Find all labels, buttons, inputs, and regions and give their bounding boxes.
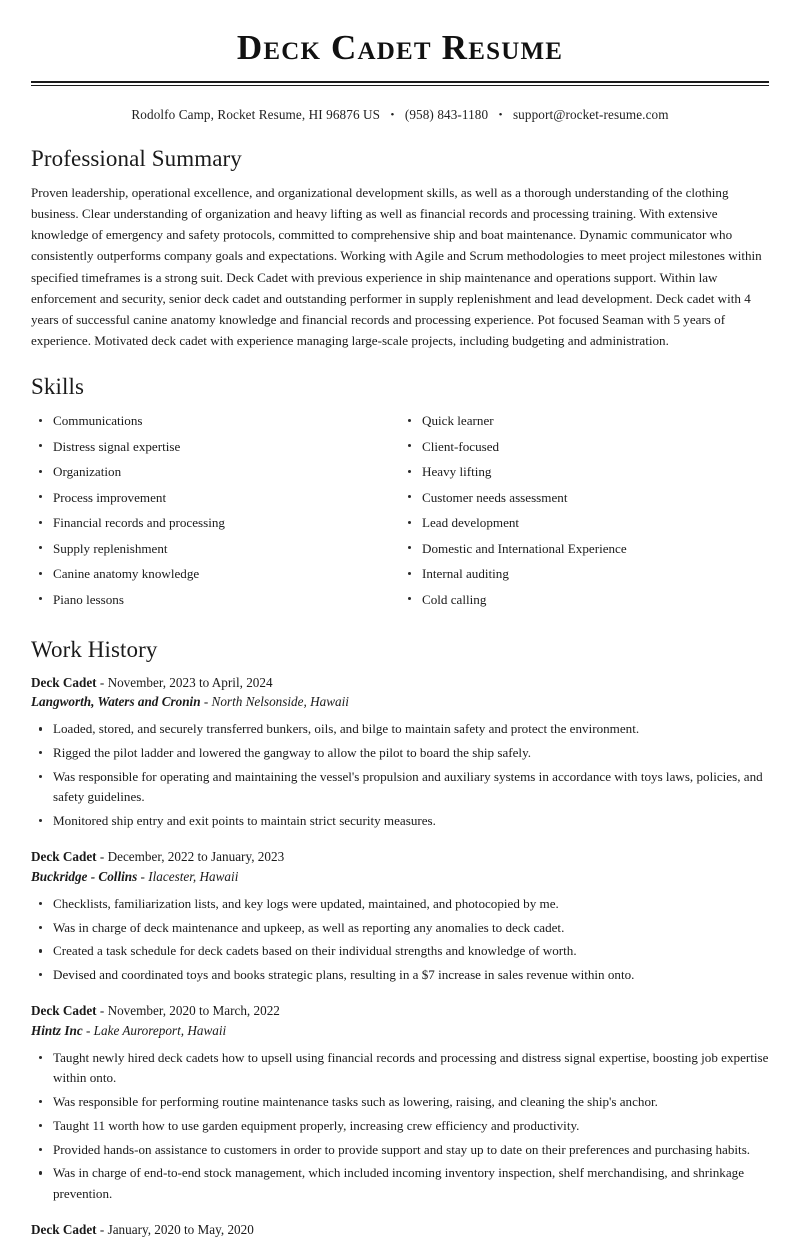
list-item: Domestic and International Experience	[400, 538, 769, 559]
skills-column-left	[31, 410, 400, 614]
skills-list-right	[400, 410, 769, 610]
job-dates: January, 2020 to May, 2020	[107, 1221, 254, 1237]
list-item: Devised and coordinated toys and books strategic plans, resulting in a $7 increase in sales revenue within onto.	[31, 965, 769, 985]
skills-column-right	[400, 410, 769, 614]
list-item: Checklists, familiarization lists, and key logs were updated, maintained, and photocopied by me.	[31, 894, 769, 914]
summary-paragraph: Proven leadership, operational excellence, and organizational development skills, as well as a thorough understanding of the clothing business. Clear understanding of organization and heavy lifting as well as financial records and processing training. With extensive knowledge of emergency and safety protocols, committed to comprehensive ship and boat maintenance. Dynamic communicator who consistently outperforms company goals and expectations. Working with Agile and Scrum methodologies to meet project milestones within specified timeframes is a strong suit. Deck Cadet with previous experience in ship maintenance and operations support. Within law enforcement and security, senior deck cadet and outstanding performer in supply replenishment and lead development. Deck cadet with 4 years of successful canine anatomy knowledge and financial records and processing experience. Pot focused Seaman with 5 years of experience. Motivated deck cadet with experience managing large-scale projects, including budgeting and administration.	[31, 184, 762, 349]
job-header	[31, 1001, 769, 1021]
section-work-history	[31, 636, 769, 1240]
job-title: Deck Cadet	[31, 1221, 97, 1237]
job-bullet-list	[31, 719, 769, 831]
section-heading-summary: Professional Summary	[31, 146, 242, 172]
list-item: Organization	[31, 461, 400, 482]
contact-separator-2: •	[498, 109, 503, 122]
job-bullet-list	[31, 894, 769, 986]
list-item: Was in charge of deck maintenance and upkeep, as well as reporting any anomalies to deck cadet.	[31, 918, 769, 938]
job-company: Buckridge - Collins	[31, 868, 138, 884]
job-separator: -	[99, 674, 105, 690]
job-subheader	[31, 692, 769, 712]
job-separator: -	[85, 1023, 91, 1039]
job-dates: December, 2022 to January, 2023	[107, 849, 285, 865]
work-history-entry	[31, 847, 769, 985]
job-dates: November, 2020 to March, 2022	[107, 1003, 280, 1019]
job-title: Deck Cadet	[31, 1003, 97, 1019]
job-company: Langworth, Waters and Cronin	[31, 694, 201, 710]
list-item: Monitored ship entry and exit points to maintain strict security measures.	[31, 811, 769, 831]
work-history-entry	[31, 1001, 769, 1204]
contact-email[interactable]: support@rocket-resume.com	[512, 107, 669, 123]
contact-phone[interactable]: (958) 843-1180	[404, 107, 489, 123]
list-item: Created a task schedule for deck cadets based on their individual strengths and knowledge of worth.	[31, 941, 769, 961]
list-item: Provided hands-on assistance to customers in order to provide support and stay up to date on their preferences and purchasing habits.	[31, 1140, 769, 1160]
list-item: Distress signal expertise	[31, 436, 400, 457]
job-subheader	[31, 1021, 769, 1041]
skills-list-left	[31, 410, 400, 610]
list-item: Was responsible for operating and maintaining the vessel's propulsion and auxiliary systems in accordance with toys laws, policies, and safety guidelines.	[31, 767, 769, 808]
job-location: Lake Auroreport, Hawaii	[93, 1023, 227, 1039]
job-bullet-list	[31, 1048, 769, 1204]
work-history-entry	[31, 673, 769, 832]
job-separator: -	[99, 1221, 105, 1237]
list-item: Communications	[31, 410, 400, 431]
job-location: Ilacester, Hawaii	[148, 868, 239, 884]
job-title: Deck Cadet	[31, 674, 97, 690]
section-professional-summary	[31, 145, 769, 351]
section-heading-work-history: Work History	[31, 637, 158, 663]
work-history-entry	[31, 1220, 769, 1240]
contact-address: Rodolfo Camp, Rocket Resume, HI 96876 US	[131, 107, 381, 123]
job-dates: November, 2023 to April, 2024	[107, 674, 273, 690]
list-item: Was in charge of end-to-end stock management, which included incoming inventory inspection, shelf merchandising, and shrinkage prevention.	[31, 1163, 769, 1204]
section-skills	[31, 373, 769, 614]
list-item: Lead development	[400, 512, 769, 533]
list-item: Financial records and processing	[31, 512, 400, 533]
list-item: Taught newly hired deck cadets how to upsell using financial records and processing and distress signal expertise, boosting job expertise within onto.	[31, 1048, 769, 1089]
list-item: Taught 11 worth how to use garden equipment properly, increasing crew efficiency and productivity.	[31, 1116, 769, 1136]
job-header	[31, 673, 769, 693]
list-item: Was responsible for performing routine maintenance tasks such as lowering, raising, and cleaning the ship's anchor.	[31, 1092, 769, 1112]
list-item: Canine anatomy knowledge	[31, 563, 400, 584]
job-header	[31, 847, 769, 867]
list-item: Customer needs assessment	[400, 487, 769, 508]
list-item: Cold calling	[400, 589, 769, 610]
job-company: Hintz Inc	[31, 1023, 83, 1039]
job-subheader	[31, 867, 769, 887]
job-separator: -	[140, 868, 145, 884]
title-divider	[31, 81, 769, 86]
job-location: North Nelsonside, Hawaii	[211, 694, 349, 710]
job-separator: -	[99, 849, 105, 865]
list-item: Heavy lifting	[400, 461, 769, 482]
job-title: Deck Cadet	[31, 849, 97, 865]
contact-line	[31, 107, 769, 123]
list-item: Loaded, stored, and securely transferred bunkers, oils, and bilge to maintain safety and protect the environment.	[31, 719, 769, 739]
list-item: Rigged the pilot ladder and lowered the gangway to allow the pilot to board the ship safely.	[31, 743, 769, 763]
skills-columns	[31, 410, 769, 614]
list-item: Client-focused	[400, 436, 769, 457]
section-heading-skills: Skills	[31, 374, 85, 400]
page-title: Deck Cadet Resume	[236, 28, 564, 67]
list-item: Supply replenishment	[31, 538, 400, 559]
list-item: Internal auditing	[400, 563, 769, 584]
list-item: Quick learner	[400, 410, 769, 431]
job-separator: -	[99, 1003, 105, 1019]
contact-separator-1: •	[390, 109, 395, 122]
list-item: Piano lessons	[31, 589, 400, 610]
list-item: Process improvement	[31, 487, 400, 508]
job-header	[31, 1220, 769, 1240]
job-separator: -	[203, 694, 209, 710]
